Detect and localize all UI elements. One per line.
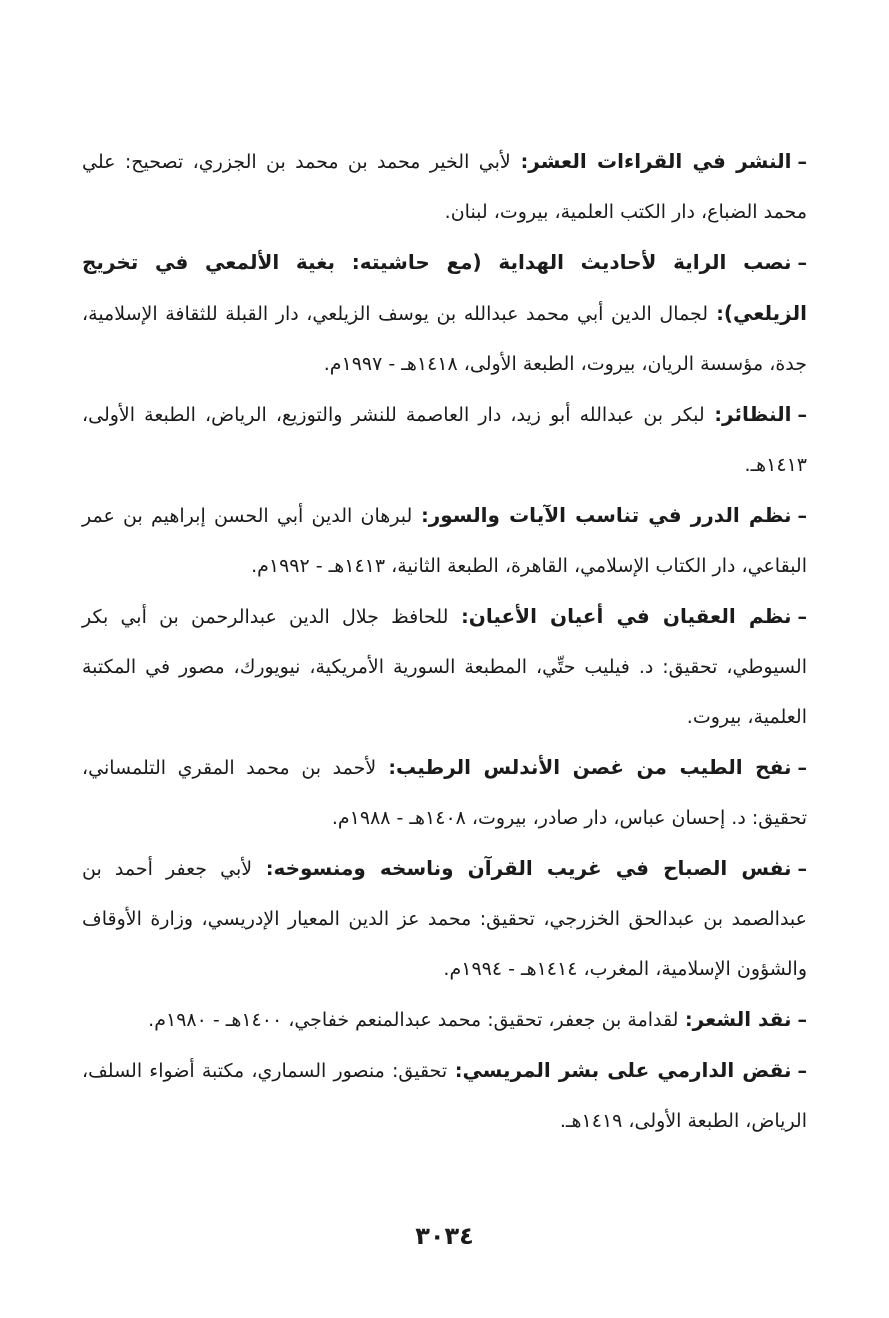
entry-details: لأحمد بن محمد المقري التلمساني، تحقيق: د. إحسان عباس، دار صادر، بيروت، ١٤٠٨هـ - ١٩٨٨م.: [82, 757, 807, 829]
entry-details: لبكر بن عبدالله أبو زيد، دار العاصمة للنشر والتوزيع، الرياض، الطبعة الأولى، ١٤١٣هـ.: [82, 404, 807, 476]
entry-separator: :: [376, 757, 397, 779]
entry-dash: –: [797, 1060, 807, 1082]
bibliography-entry: [82, 843, 807, 994]
entry-title: نقض الدارمي على بشر المريسي: [462, 1058, 792, 1082]
entry-title: نصب الراية لأحاديث الهداية (مع حاشيته: بغية الألمعي في تخريج الزيلعي): [82, 250, 807, 325]
entry-separator: :: [510, 151, 529, 173]
entry-details: لأبي الخير محمد بن محمد بن الجزري، تصحيح: علي محمد الضباع، دار الكتب العلمية، بيروت، لبنان.: [82, 151, 807, 223]
bibliography-list: [82, 136, 807, 1146]
entry-details: للحافظ جلال الدين عبدالرحمن بن أبي بكر السيوطي، تحقيق: د. فيليب حتِّي، المطبعة السورية الأمريكية، نيويورك، مصور في المكتبة العلمية، بيروت.: [82, 606, 807, 728]
entry-dash: –: [797, 505, 808, 527]
bibliography-entry: [82, 490, 807, 591]
entry-dash: –: [797, 757, 808, 779]
entry-title: النشر في القراءات العشر: [528, 149, 792, 173]
bibliography-entry: [82, 994, 807, 1045]
bibliography-entry: [82, 1045, 807, 1146]
entry-details: لأبي جعفر أحمد بن عبدالصمد بن عبدالحق الخزرجي، تحقيق: محمد عز الدين المعيار الإدريسي، وزارة الأوقاف والشؤون الإسلامية، المغرب، ١٤١٤هـ - ١٩٩٤م.: [82, 858, 807, 980]
entry-details: لبرهان الدين أبي الحسن إبراهيم بن عمر البقاعي، دار الكتاب الإسلامي، القاهرة، الطبعة الثانية، ١٤١٣هـ - ١٩٩٢م.: [82, 505, 807, 577]
entry-details: لقدامة بن جعفر، تحقيق: محمد عبدالمنعم خفاجي، ١٤٠٠هـ - ١٩٨٠م.: [148, 1009, 679, 1031]
entry-separator: :: [412, 505, 429, 527]
entry-title: نقد الشعر: [692, 1007, 792, 1031]
entry-details: لجمال الدين أبي محمد عبدالله بن يوسف الزيلعي، دار القبلة للثقافة الإسلامية، جدة، مؤسسة الريان، بيروت، الطبعة الأولى، ١٤١٨هـ - ١٩٩٧م.: [82, 303, 807, 375]
entry-dash: –: [797, 151, 807, 173]
entry-separator: :: [448, 606, 469, 628]
entry-title: نظم الدرر في تناسب الآيات والسور: [428, 503, 792, 527]
entry-dash: –: [797, 252, 807, 274]
entry-title: النظائر: [722, 402, 792, 426]
bibliography-entry: [82, 742, 807, 843]
entry-dash: –: [797, 404, 808, 426]
bibliography-entry: [82, 237, 807, 389]
entry-separator: :: [708, 303, 724, 325]
bibliography-entry: [82, 136, 807, 237]
entry-dash: –: [797, 1009, 807, 1031]
entry-dash: –: [797, 606, 807, 628]
bibliography-entry: [82, 389, 807, 490]
entry-separator: :: [447, 1060, 463, 1082]
entry-separator: :: [704, 404, 723, 426]
entry-title: نظم العقيان في أعيان الأعيان: [468, 604, 792, 628]
entry-title: نفح الطيب من غصن الأندلس الرطيب: [396, 755, 792, 779]
bibliography-entry: [82, 591, 807, 742]
entry-title: نفس الصباح في غريب القرآن وناسخه ومنسوخه: [273, 856, 792, 880]
entry-details: تحقيق: منصور السماري، مكتبة أضواء السلف، الرياض، الطبعة الأولى، ١٤١٩هـ.: [82, 1060, 807, 1132]
entry-dash: –: [797, 858, 807, 880]
page-number: ٣٠٣٤: [415, 1222, 474, 1250]
entry-separator: :: [252, 858, 274, 880]
entry-separator: :: [678, 1009, 693, 1031]
